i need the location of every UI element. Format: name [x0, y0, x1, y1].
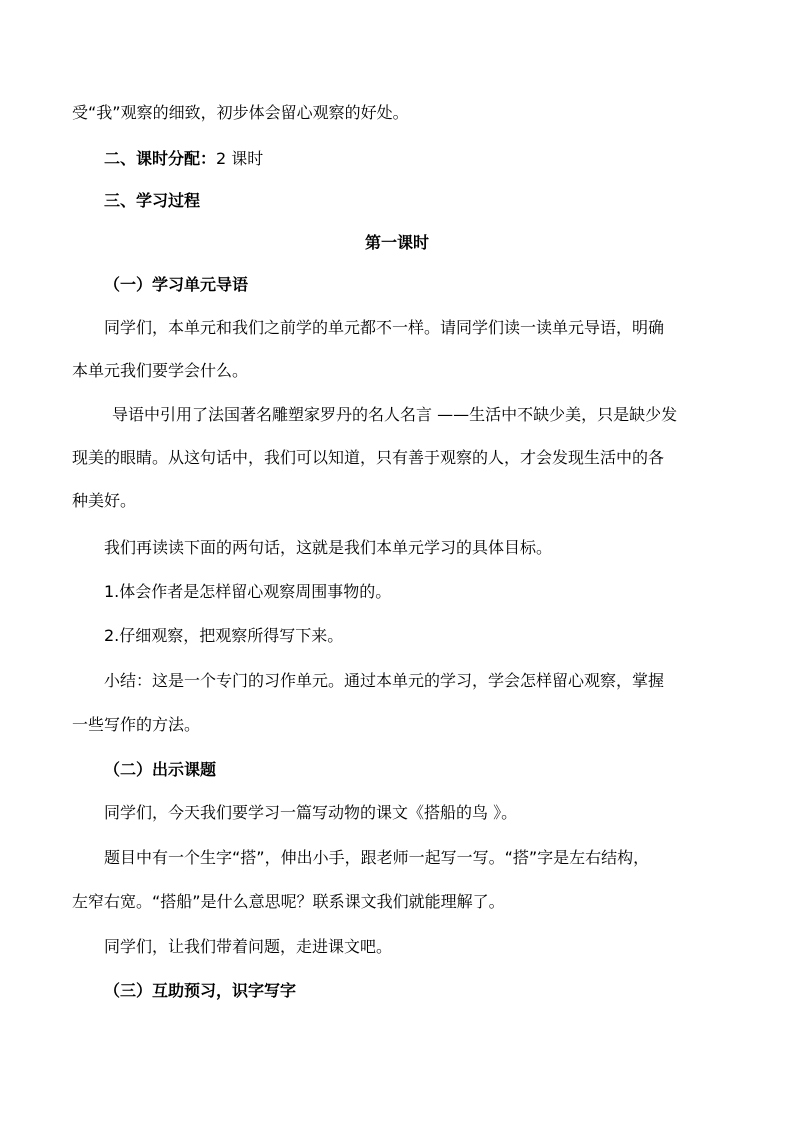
text-line: 同学们，今天我们要学习一篇写动物的课文《搭船的鸟 》。 — [104, 803, 518, 822]
section-heading: 二、课时分配： — [104, 149, 217, 168]
text-line: 题目中有一个生字“搭”，伸出小手，跟老师一起写一写。“搭”字是左右结构， — [104, 848, 650, 867]
section-heading: 三、学习过程 — [104, 191, 201, 210]
text-line: 种美好。 — [72, 491, 137, 510]
text-line: 我们再读读下面的两句话，这就是我们本单元学习的具体目标。 — [104, 538, 553, 557]
text-line: 一些写作的方法。 — [72, 715, 201, 734]
text-line: 小结：这是一个专门的习作单元。通过本单元的学习，学会怎样留心观察，掌握 — [104, 671, 665, 690]
subsection-heading: （一）学习单元导语 — [104, 275, 249, 294]
text-line: 2 课时 — [216, 149, 264, 168]
lesson-title: 第一课时 — [364, 233, 429, 252]
text-line: 受“我”观察的细致，初步体会留心观察的好处。 — [72, 103, 409, 122]
text-line: 现美的眼睛。从这句话中，我们可以知道，只有善于观察的人，才会发现生活中的各 — [72, 448, 665, 467]
text-line: 本单元我们要学会什么。 — [72, 361, 249, 380]
list-item: 2.仔细观察，把观察所得写下来。 — [104, 626, 344, 645]
subsection-heading: （二）出示课题 — [104, 760, 217, 779]
subsection-heading: （三）互助预习，识字写字 — [104, 981, 297, 1000]
list-item: 1.体会作者是怎样留心观察周围事物的。 — [104, 582, 392, 601]
text-line: 同学们，让我们带着问题，走进课文吧。 — [104, 937, 393, 956]
text-line: 左窄右宽。“搭船”是什么意思呢？联系课文我们就能理解了。 — [72, 892, 505, 911]
text-line: 导语中引用了法国著名雕塑家罗丹的名人名言 ——生活中不缺少美，只是缺少发 — [112, 405, 678, 424]
text-line: 同学们，本单元和我们之前学的单元都不一样。请同学们读一读单元导语，明确 — [104, 318, 665, 337]
